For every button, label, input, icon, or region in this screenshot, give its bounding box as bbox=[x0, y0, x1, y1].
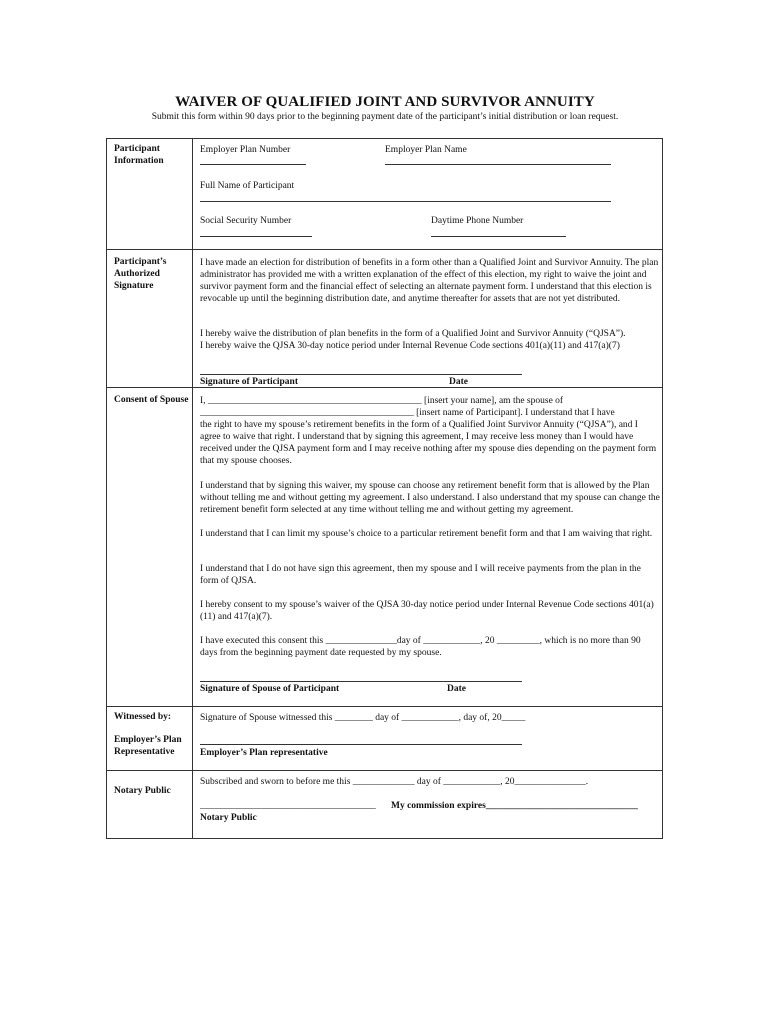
employer-plan-number-field[interactable] bbox=[200, 164, 306, 165]
no-sign-paragraph: I understand that I do not have sign this agreement, then my spouse and I will receive payments from the plan in the form of QJSA. bbox=[200, 564, 641, 586]
spouse-rights-paragraph: the right to have my spouse’s retirement benefits in the form of a Qualified Joint Survivor Annuity (“QJSA”), and I agree to waive that right. I understand that by signing this agreement, I may receive less money than I would have received under the QJSA payment form and I may receive nothing after my spouse dies depending on the payment form that my spouse chooses. bbox=[200, 420, 657, 466]
participant-name-line[interactable]: _____________________________________________ [insert name of Participant]. I understand that I have bbox=[200, 408, 615, 418]
election-paragraph: I have made an election for distribution of benefits in a form other than a Qualified Joint and Survivor Annuity. The plan administrator has provided me with a written explanation of the effect of this election, my right to waive the joint and survivor payment form and the financial effect of selecting an alternate payment form. I understand that this election is revocable up until the beginning distribution date, and anytime thereafter for assets that are not yet distributed. bbox=[200, 258, 659, 304]
waive-notice-line: I hereby waive the QJSA 30-day notice period under Internal Revenue Code sections 401(a)(11) and 417(a)(7) bbox=[200, 341, 620, 351]
spouse-signature-field[interactable] bbox=[200, 681, 522, 682]
executed-consent-paragraph[interactable]: I have executed this consent this _______________day of ____________, 20 _________, which is no more than 90 days from the beginning payment date requested by my spouse. bbox=[200, 636, 641, 658]
participant-info-label: Participant Information bbox=[114, 144, 164, 166]
phone-field[interactable] bbox=[431, 236, 566, 237]
full-name-field[interactable] bbox=[200, 201, 611, 202]
participant-signature-field[interactable] bbox=[200, 374, 522, 375]
witness-line[interactable]: Signature of Spouse witnessed this ________ day of ____________, day of, 20_____ bbox=[200, 713, 526, 723]
spouse-signature-label: Signature of Spouse of Participant bbox=[200, 684, 340, 694]
notary-public-label: Notary Public bbox=[114, 786, 171, 796]
notary-signature-field[interactable]: _____________________________________ bbox=[200, 801, 376, 811]
section-divider bbox=[107, 387, 662, 388]
witnessed-by-label: Witnessed by: bbox=[114, 712, 172, 722]
participant-signature-label: Signature of Participant bbox=[200, 377, 298, 387]
employer-plan-name-label: Employer Plan Name bbox=[385, 145, 467, 155]
document-subtitle: Submit this form within 90 days prior to the beginning payment date of the participant’s initial distribution or loan request. bbox=[151, 112, 619, 122]
notary-signature-label: Notary Public bbox=[200, 813, 257, 823]
plan-rep-signature-label: Employer’s Plan representative bbox=[200, 748, 328, 758]
authorized-signature-label: Participant’s Authorized Signature bbox=[114, 257, 167, 291]
plan-rep-signature-field[interactable] bbox=[200, 744, 522, 745]
full-name-label: Full Name of Participant bbox=[200, 181, 295, 191]
waive-qjsa-line: I hereby waive the distribution of plan benefits in the form of a Qualified Joint and Survivor Annuity (“QJSA”). bbox=[200, 329, 626, 339]
waiver-form bbox=[106, 138, 663, 839]
sworn-line[interactable]: Subscribed and sworn to before me this _____________ day of ____________, 20_______________. bbox=[200, 777, 589, 787]
section-divider bbox=[107, 249, 662, 250]
ssn-label: Social Security Number bbox=[200, 216, 292, 226]
notice-consent-paragraph: I hereby consent to my spouse’s waiver of the QJSA 30-day notice period under Internal Revenue Code sections 401(a)(11) and 417(a)(7). bbox=[200, 600, 654, 622]
spouse-date-label: Date bbox=[447, 684, 466, 694]
column-divider bbox=[192, 139, 193, 838]
employer-plan-number-label: Employer Plan Number bbox=[200, 145, 291, 155]
employer-plan-rep-label: Employer’s Plan Representative bbox=[114, 735, 182, 757]
phone-label: Daytime Phone Number bbox=[431, 216, 524, 226]
employer-plan-name-field[interactable] bbox=[385, 164, 611, 165]
ssn-field[interactable] bbox=[200, 236, 312, 237]
spouse-name-line[interactable]: I, _____________________________________________ [insert your name], am the spouse of bbox=[200, 396, 564, 406]
limit-choice-paragraph: I understand that I can limit my spouse’s choice to a particular retirement benefit form and that I am waiving that right. bbox=[200, 529, 653, 539]
document-title: WAIVER OF QUALIFIED JOINT AND SURVIVOR ANNUITY bbox=[175, 94, 595, 110]
consent-of-spouse-label: Consent of Spouse bbox=[114, 395, 189, 405]
section-divider bbox=[107, 770, 662, 771]
spouse-waiver-paragraph: I understand that by signing this waiver, my spouse can choose any retirement benefit form that is allowed by the Plan without telling me and without getting my agreement. I also understand. I also understand that my spouse can change the retirement benefit form selected at any time without telling me and without getting my agreement. bbox=[200, 481, 660, 515]
commission-expires-field[interactable]: My commission expires________________________________ bbox=[391, 801, 638, 811]
section-divider bbox=[107, 706, 662, 707]
participant-date-label: Date bbox=[449, 377, 468, 387]
